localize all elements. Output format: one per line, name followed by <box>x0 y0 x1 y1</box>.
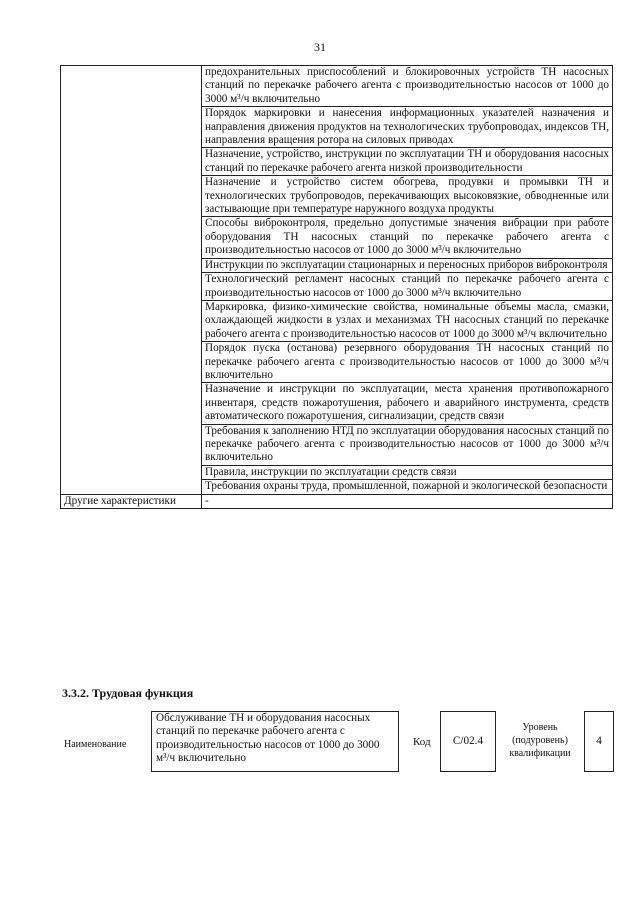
requirement-cell: Маркировка, физико-химические свойства, номинальные объемы масла, смазки, охлаждающей жидкости в узлах и механизмах ТН насосных станций по перекачке рабочего агента с производительностью насосов от 1000 до 3000 м³/ч включительно <box>202 300 613 341</box>
requirement-cell: Технологический регламент насосных станций по перекачке рабочего агента с производительностью насосов от 1000 до 3000 м³/ч включительно <box>202 273 613 301</box>
other-characteristics-row <box>61 494 613 508</box>
function-name-box <box>151 711 399 772</box>
section-title: 3.3.2. Трудовая функция <box>62 686 194 700</box>
requirement-cell: Назначение и устройство систем обогрева, продувки и промывки ТН и технологических трубопроводов, перекачивающих высоковязкие, обводненные или застывающие при температуре наружного воздуха продукты <box>202 176 613 217</box>
requirement-cell: предохранительных приспособлений и блокировочных устройств ТН насосных станций по перекачке рабочего агента с производительностью насосов от 1000 до 3000 м³/ч включительно <box>202 66 613 107</box>
code-label: Код <box>413 736 431 748</box>
requirement-cell: Назначение и инструкции по эксплуатации, места хранения противопожарного инвентаря, средств пожаротушения, рабочего и аварийного инструмента, средств автоматического пожаротушения, сигнализации, средств связи <box>202 383 613 424</box>
requirement-cell: Инструкции по эксплуатации стационарных и переносных приборов виброконтроля <box>202 258 613 272</box>
row-label-cell <box>61 66 202 495</box>
requirement-cell: Правила, инструкции по эксплуатации средств связи <box>202 465 613 479</box>
function-name-value: Обслуживание ТН и оборудования насосных станций по перекачке рабочего агента с производительностью насосов от 1000 до 3000 м³/ч включительно <box>156 712 380 765</box>
other-characteristics-label: Другие характеристики <box>61 494 202 508</box>
level-label: Уровень (подуровень) квалификации <box>509 722 571 759</box>
level-value: 4 <box>596 734 602 747</box>
code-box <box>440 711 496 772</box>
code-value: C/02.4 <box>452 734 484 747</box>
name-label: Наименование <box>64 739 127 750</box>
requirement-cell: Требования к заполнению НТД по эксплуатации оборудования насосных станций по перекачке рабочего агента с производительностью насосов от 1000 до 3000 м³/ч включительно <box>202 424 613 465</box>
requirement-cell: Способы виброконтроля, предельно допустимые значения вибрации при работе оборудования ТН насосных станций по перекачке рабочего агента с производительностью насосов от 1000 до 3000 м³/ч включительно <box>202 217 613 258</box>
requirement-cell: Требования охраны труда, промышленной, пожарной и экологической безопасности <box>202 480 613 494</box>
requirement-cell: Порядок маркировки и нанесения информационных указателей назначения и направления движения продуктов на технологических трубопроводах, индексов ТН, направления вращения ротора на силовых приводах <box>202 107 613 148</box>
knowledge-table <box>60 65 613 509</box>
level-box <box>584 711 614 772</box>
requirement-cell: Порядок пуска (останова) резервного оборудования ТН насосных станций по перекачке рабочего агента с производительностью насосов от 1000 до 3000 м³/ч включительно <box>202 342 613 383</box>
page-number: 31 <box>314 40 326 54</box>
requirement-cell: Назначение, устройство, инструкции по эксплуатации ТН и оборудования насосных станций по перекачке рабочего агента низкой производительности <box>202 148 613 176</box>
table-row <box>61 66 613 107</box>
other-characteristics-value: - <box>202 494 613 508</box>
